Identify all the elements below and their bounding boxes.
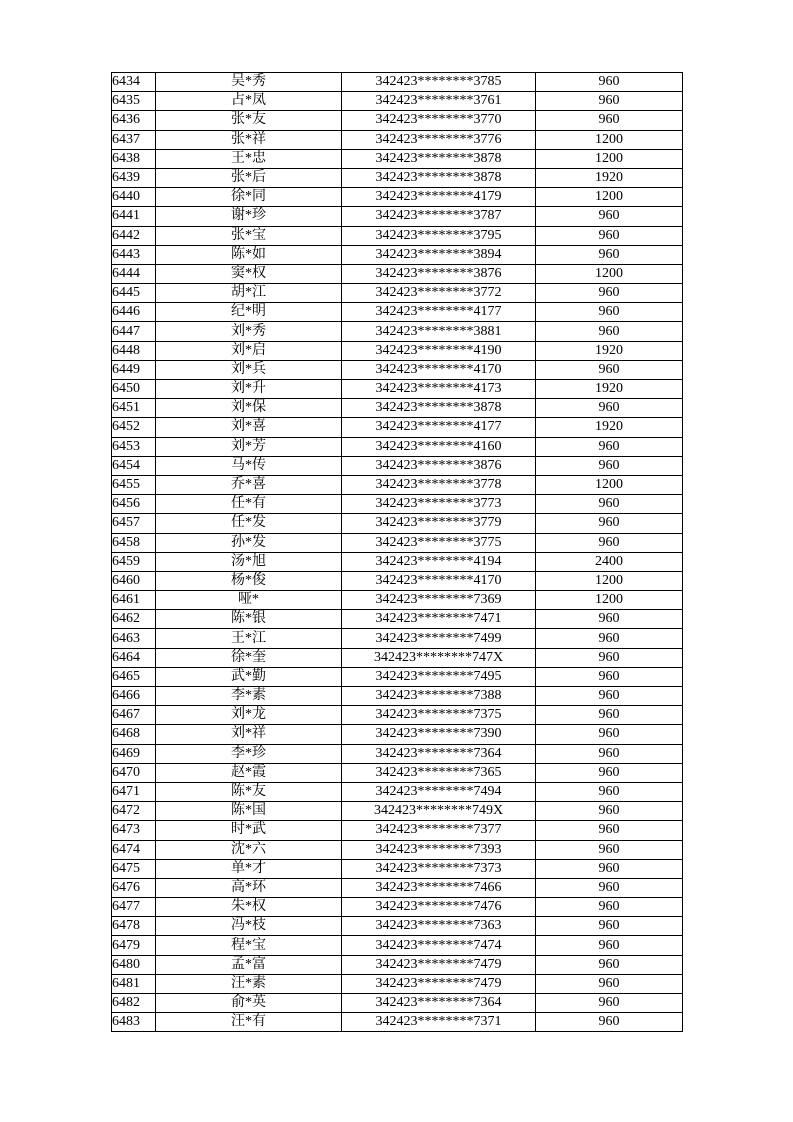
name-cell: 陈*如 — [156, 245, 342, 264]
name-cell: 窦*权 — [156, 264, 342, 283]
id-number-cell: 342423********7388 — [342, 687, 536, 706]
amount-cell: 960 — [536, 207, 683, 226]
amount-cell: 960 — [536, 994, 683, 1013]
table-row — [112, 1013, 683, 1032]
row-number-cell: 6447 — [112, 322, 156, 341]
name-cell: 刘*芳 — [156, 437, 342, 456]
amount-cell: 1920 — [536, 380, 683, 399]
table-row — [112, 514, 683, 533]
row-number-cell: 6442 — [112, 226, 156, 245]
name-cell: 徐*同 — [156, 188, 342, 207]
table-row — [112, 284, 683, 303]
amount-cell: 960 — [536, 936, 683, 955]
amount-cell: 960 — [536, 284, 683, 303]
table-row — [112, 591, 683, 610]
table-row — [112, 782, 683, 801]
id-number-cell: 342423********7373 — [342, 859, 536, 878]
id-number-cell: 342423********4177 — [342, 303, 536, 322]
amount-cell: 1920 — [536, 168, 683, 187]
row-number-cell: 6450 — [112, 380, 156, 399]
amount-cell: 960 — [536, 303, 683, 322]
row-number-cell: 6481 — [112, 974, 156, 993]
name-cell: 纪*明 — [156, 303, 342, 322]
amount-cell: 960 — [536, 917, 683, 936]
table-row — [112, 188, 683, 207]
amount-cell: 960 — [536, 878, 683, 897]
name-cell: 俞*英 — [156, 994, 342, 1013]
name-cell: 谢*珍 — [156, 207, 342, 226]
table-row — [112, 341, 683, 360]
table-row — [112, 706, 683, 725]
name-cell: 任*发 — [156, 514, 342, 533]
row-number-cell: 6445 — [112, 284, 156, 303]
amount-cell: 960 — [536, 782, 683, 801]
id-number-cell: 342423********7371 — [342, 1013, 536, 1032]
id-number-cell: 342423********7476 — [342, 898, 536, 917]
table-row — [112, 994, 683, 1013]
amount-cell: 960 — [536, 725, 683, 744]
amount-cell: 960 — [536, 73, 683, 92]
name-cell: 孟*富 — [156, 955, 342, 974]
id-number-cell: 342423********7365 — [342, 763, 536, 782]
amount-cell: 960 — [536, 533, 683, 552]
name-cell: 刘*龙 — [156, 706, 342, 725]
id-number-cell: 342423********3778 — [342, 475, 536, 494]
row-number-cell: 6474 — [112, 840, 156, 859]
row-number-cell: 6439 — [112, 168, 156, 187]
id-number-cell: 342423********3881 — [342, 322, 536, 341]
row-number-cell: 6437 — [112, 130, 156, 149]
amount-cell: 960 — [536, 360, 683, 379]
row-number-cell: 6449 — [112, 360, 156, 379]
row-number-cell: 6459 — [112, 552, 156, 571]
name-cell: 汪*素 — [156, 974, 342, 993]
id-number-cell: 342423********3779 — [342, 514, 536, 533]
id-number-cell: 342423********3770 — [342, 111, 536, 130]
name-cell: 刘*喜 — [156, 418, 342, 437]
name-cell: 马*传 — [156, 456, 342, 475]
name-cell: 任*有 — [156, 495, 342, 514]
table-row — [112, 73, 683, 92]
amount-cell: 960 — [536, 955, 683, 974]
table-row — [112, 878, 683, 897]
id-number-cell: 342423********7364 — [342, 994, 536, 1013]
id-number-cell: 342423********7495 — [342, 667, 536, 686]
table-row — [112, 917, 683, 936]
amount-cell: 960 — [536, 840, 683, 859]
id-number-cell: 342423********3773 — [342, 495, 536, 514]
table-row — [112, 840, 683, 859]
amount-cell: 960 — [536, 974, 683, 993]
row-number-cell: 6476 — [112, 878, 156, 897]
amount-cell: 960 — [536, 648, 683, 667]
table-row — [112, 360, 683, 379]
name-cell: 陈*友 — [156, 782, 342, 801]
id-number-cell: 342423********3878 — [342, 399, 536, 418]
row-number-cell: 6457 — [112, 514, 156, 533]
table-row — [112, 111, 683, 130]
roster-table — [111, 72, 683, 1032]
amount-cell: 960 — [536, 802, 683, 821]
amount-cell: 1200 — [536, 475, 683, 494]
row-number-cell: 6480 — [112, 955, 156, 974]
row-number-cell: 6440 — [112, 188, 156, 207]
name-cell: 占*凤 — [156, 92, 342, 111]
table-row — [112, 533, 683, 552]
amount-cell: 960 — [536, 111, 683, 130]
table-row — [112, 859, 683, 878]
table-row — [112, 399, 683, 418]
id-number-cell: 342423********4177 — [342, 418, 536, 437]
amount-cell: 960 — [536, 898, 683, 917]
amount-cell: 1200 — [536, 188, 683, 207]
name-cell: 单*才 — [156, 859, 342, 878]
table-row — [112, 495, 683, 514]
id-number-cell: 342423********7479 — [342, 974, 536, 993]
amount-cell: 1920 — [536, 341, 683, 360]
table-row — [112, 245, 683, 264]
id-number-cell: 342423********3787 — [342, 207, 536, 226]
name-cell: 武*勤 — [156, 667, 342, 686]
table-row — [112, 974, 683, 993]
id-number-cell: 342423********7369 — [342, 591, 536, 610]
table-row — [112, 380, 683, 399]
amount-cell: 960 — [536, 226, 683, 245]
id-number-cell: 342423********3878 — [342, 168, 536, 187]
name-cell: 张*宝 — [156, 226, 342, 245]
row-number-cell: 6473 — [112, 821, 156, 840]
id-number-cell: 342423********7466 — [342, 878, 536, 897]
table-row — [112, 149, 683, 168]
amount-cell: 960 — [536, 322, 683, 341]
name-cell: 时*武 — [156, 821, 342, 840]
name-cell: 冯*枝 — [156, 917, 342, 936]
table-row — [112, 322, 683, 341]
name-cell: 刘*升 — [156, 380, 342, 399]
id-number-cell: 342423********4173 — [342, 380, 536, 399]
amount-cell: 960 — [536, 399, 683, 418]
name-cell: 张*友 — [156, 111, 342, 130]
amount-cell: 960 — [536, 610, 683, 629]
table-row — [112, 821, 683, 840]
table-row — [112, 802, 683, 821]
roster-sheet — [111, 72, 682, 1032]
row-number-cell: 6466 — [112, 687, 156, 706]
amount-cell: 960 — [536, 763, 683, 782]
row-number-cell: 6471 — [112, 782, 156, 801]
table-row — [112, 418, 683, 437]
table-row — [112, 898, 683, 917]
table-row — [112, 763, 683, 782]
table-row — [112, 168, 683, 187]
id-number-cell: 342423********7471 — [342, 610, 536, 629]
id-number-cell: 342423********7377 — [342, 821, 536, 840]
name-cell: 吴*秀 — [156, 73, 342, 92]
row-number-cell: 6446 — [112, 303, 156, 322]
row-number-cell: 6452 — [112, 418, 156, 437]
name-cell: 高*环 — [156, 878, 342, 897]
id-number-cell: 342423********749X — [342, 802, 536, 821]
row-number-cell: 6464 — [112, 648, 156, 667]
name-cell: 胡*江 — [156, 284, 342, 303]
name-cell: 哑* — [156, 591, 342, 610]
table-row — [112, 552, 683, 571]
row-number-cell: 6477 — [112, 898, 156, 917]
id-number-cell: 342423********3876 — [342, 456, 536, 475]
row-number-cell: 6470 — [112, 763, 156, 782]
id-number-cell: 342423********3775 — [342, 533, 536, 552]
amount-cell: 960 — [536, 687, 683, 706]
amount-cell: 1200 — [536, 591, 683, 610]
name-cell: 李*素 — [156, 687, 342, 706]
row-number-cell: 6461 — [112, 591, 156, 610]
table-row — [112, 475, 683, 494]
row-number-cell: 6463 — [112, 629, 156, 648]
amount-cell: 960 — [536, 821, 683, 840]
table-row — [112, 936, 683, 955]
id-number-cell: 342423********7375 — [342, 706, 536, 725]
amount-cell: 1200 — [536, 571, 683, 590]
row-number-cell: 6479 — [112, 936, 156, 955]
row-number-cell: 6472 — [112, 802, 156, 821]
id-number-cell: 342423********3876 — [342, 264, 536, 283]
name-cell: 刘*兵 — [156, 360, 342, 379]
id-number-cell: 342423********4170 — [342, 571, 536, 590]
id-number-cell: 342423********4170 — [342, 360, 536, 379]
table-row — [112, 437, 683, 456]
row-number-cell: 6482 — [112, 994, 156, 1013]
table-row — [112, 92, 683, 111]
id-number-cell: 342423********3785 — [342, 73, 536, 92]
name-cell: 王*江 — [156, 629, 342, 648]
id-number-cell: 342423********7499 — [342, 629, 536, 648]
name-cell: 刘*保 — [156, 399, 342, 418]
row-number-cell: 6454 — [112, 456, 156, 475]
table-row — [112, 130, 683, 149]
row-number-cell: 6467 — [112, 706, 156, 725]
id-number-cell: 342423********3772 — [342, 284, 536, 303]
name-cell: 刘*祥 — [156, 725, 342, 744]
amount-cell: 960 — [536, 495, 683, 514]
table-row — [112, 456, 683, 475]
row-number-cell: 6468 — [112, 725, 156, 744]
amount-cell: 960 — [536, 706, 683, 725]
table-row — [112, 687, 683, 706]
table-row — [112, 744, 683, 763]
table-row — [112, 955, 683, 974]
id-number-cell: 342423********7494 — [342, 782, 536, 801]
row-number-cell: 6434 — [112, 73, 156, 92]
table-row — [112, 207, 683, 226]
roster-table-body — [112, 73, 683, 1032]
row-number-cell: 6436 — [112, 111, 156, 130]
name-cell: 赵*霞 — [156, 763, 342, 782]
name-cell: 李*珍 — [156, 744, 342, 763]
row-number-cell: 6469 — [112, 744, 156, 763]
row-number-cell: 6451 — [112, 399, 156, 418]
row-number-cell: 6441 — [112, 207, 156, 226]
table-row — [112, 629, 683, 648]
name-cell: 陈*国 — [156, 802, 342, 821]
id-number-cell: 342423********7474 — [342, 936, 536, 955]
amount-cell: 1200 — [536, 130, 683, 149]
row-number-cell: 6478 — [112, 917, 156, 936]
id-number-cell: 342423********7363 — [342, 917, 536, 936]
name-cell: 刘*秀 — [156, 322, 342, 341]
name-cell: 张*后 — [156, 168, 342, 187]
id-number-cell: 342423********3894 — [342, 245, 536, 264]
name-cell: 汤*旭 — [156, 552, 342, 571]
row-number-cell: 6460 — [112, 571, 156, 590]
table-row — [112, 667, 683, 686]
name-cell: 徐*奎 — [156, 648, 342, 667]
amount-cell: 960 — [536, 667, 683, 686]
name-cell: 程*宝 — [156, 936, 342, 955]
amount-cell: 1200 — [536, 149, 683, 168]
id-number-cell: 342423********7479 — [342, 955, 536, 974]
row-number-cell: 6455 — [112, 475, 156, 494]
id-number-cell: 342423********4160 — [342, 437, 536, 456]
name-cell: 沈*六 — [156, 840, 342, 859]
id-number-cell: 342423********7364 — [342, 744, 536, 763]
id-number-cell: 342423********4179 — [342, 188, 536, 207]
id-number-cell: 342423********3776 — [342, 130, 536, 149]
name-cell: 张*祥 — [156, 130, 342, 149]
table-row — [112, 610, 683, 629]
id-number-cell: 342423********3761 — [342, 92, 536, 111]
id-number-cell: 342423********747X — [342, 648, 536, 667]
table-row — [112, 725, 683, 744]
table-row — [112, 303, 683, 322]
row-number-cell: 6453 — [112, 437, 156, 456]
amount-cell: 1920 — [536, 418, 683, 437]
row-number-cell: 6456 — [112, 495, 156, 514]
table-row — [112, 571, 683, 590]
name-cell: 杨*俊 — [156, 571, 342, 590]
amount-cell: 1200 — [536, 264, 683, 283]
row-number-cell: 6435 — [112, 92, 156, 111]
amount-cell: 960 — [536, 514, 683, 533]
name-cell: 朱*权 — [156, 898, 342, 917]
row-number-cell: 6462 — [112, 610, 156, 629]
table-row — [112, 226, 683, 245]
name-cell: 王*忠 — [156, 149, 342, 168]
row-number-cell: 6444 — [112, 264, 156, 283]
row-number-cell: 6438 — [112, 149, 156, 168]
name-cell: 乔*喜 — [156, 475, 342, 494]
row-number-cell: 6465 — [112, 667, 156, 686]
amount-cell: 960 — [536, 629, 683, 648]
amount-cell: 960 — [536, 859, 683, 878]
row-number-cell: 6443 — [112, 245, 156, 264]
id-number-cell: 342423********3878 — [342, 149, 536, 168]
id-number-cell: 342423********7393 — [342, 840, 536, 859]
row-number-cell: 6448 — [112, 341, 156, 360]
id-number-cell: 342423********4194 — [342, 552, 536, 571]
row-number-cell: 6483 — [112, 1013, 156, 1032]
name-cell: 汪*有 — [156, 1013, 342, 1032]
row-number-cell: 6458 — [112, 533, 156, 552]
name-cell: 陈*银 — [156, 610, 342, 629]
amount-cell: 960 — [536, 245, 683, 264]
amount-cell: 960 — [536, 437, 683, 456]
id-number-cell: 342423********7390 — [342, 725, 536, 744]
amount-cell: 960 — [536, 456, 683, 475]
amount-cell: 960 — [536, 744, 683, 763]
name-cell: 孙*发 — [156, 533, 342, 552]
table-row — [112, 648, 683, 667]
amount-cell: 960 — [536, 92, 683, 111]
amount-cell: 960 — [536, 1013, 683, 1032]
name-cell: 刘*启 — [156, 341, 342, 360]
table-row — [112, 264, 683, 283]
row-number-cell: 6475 — [112, 859, 156, 878]
id-number-cell: 342423********3795 — [342, 226, 536, 245]
amount-cell: 2400 — [536, 552, 683, 571]
id-number-cell: 342423********4190 — [342, 341, 536, 360]
